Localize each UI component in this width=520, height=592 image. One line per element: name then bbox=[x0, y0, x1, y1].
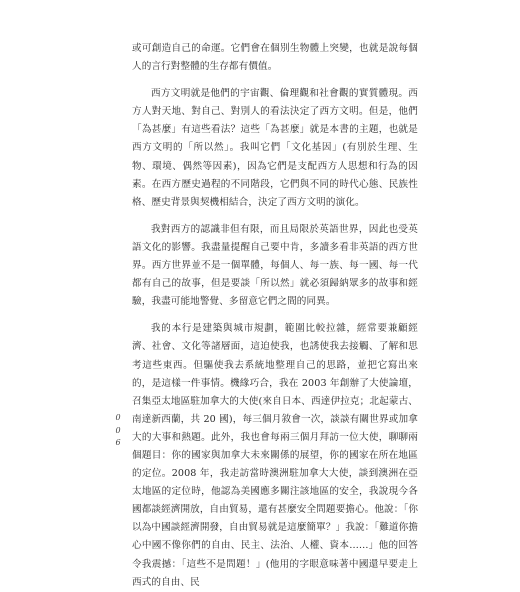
body-text bbox=[132, 40, 418, 592]
page-number-digit-2: 0 bbox=[115, 425, 121, 435]
paragraph-2: 西方文明就是他們的宇宙觀、倫理觀和社會觀的實質體現。西方人對天地、對自己、對別人的看法決定了西方文明。但是，他們「為甚麼」有這些看法？這些「為甚麼」就是本書的主題，也就是西方文明的「所以然」。我叫它們「文化基因」(有別於生理、生物、環境、偶然等因素)，因為它們是支配西方人思想和行為的因素。在西方歷史過程的不同階段，它們與不同的時代心態、民族性格、歷史背景與契機相結合，決定了西方文明的演化。 bbox=[132, 88, 418, 208]
paragraph-1: 或可創造自己的命運。它們會在個別生物體上突變，也就是說每個人的言行對整體的生存都有價值。 bbox=[132, 43, 418, 73]
page-number-digit-1: 0 bbox=[115, 413, 121, 422]
page-number bbox=[113, 412, 123, 450]
paragraph-3: 我對西方的認識非但有限，而且局限於英語世界，因此也受英語文化的影響。我盡量提醒自己要中肯，多讀多看非英語的西方世界。西方世界並不是一個單體，每個人、每一族、每一國、每一代都有自己的故事，但是要談「所以然」就必須歸納眾多的故事和經驗，我盡可能地警覺、多留意它們之間的同異。 bbox=[132, 223, 418, 308]
paragraph-4: 我的本行是建築與城市規劃，範圍比較拉雜，經常要兼顧經濟、社會、文化等諸層面，這迫使我，也誘使我去接觸、了解和思考這些東西。但驅使我去系統地整理自己的思路，並把它寫出來的，是這樣一件事情。機緣巧合，我在 2003 年創辦了大使論壇，召集亞太地區駐加拿大的大使(來自日本、西達伊拉克；北起蒙古、南達新西蘭，共 20 國)，每三個月敘會一次，談談有關世界或加拿大的大事和熱題。此外，我也會每兩三個月拜訪一位大使，聊聊兩個題目：你的國家與加拿大未來關係的展望，你的國家在所在地區的定位。2008 年，我走訪當時澳洲駐加拿大大使，談到澳洲在亞太地區的定位時，他認為美國應多關注該地區的安全，我說現今各國都談經濟開放，自由貿易，還有甚麼安全問題要擔心。他說：「你以為中國談經濟開發，自由貿易就是這麼簡單？」我說：「難道你擔心中國不像你們的自由、民主、法治、人權、資本……」他的回答令我震撼：「這些不是問題！」(他用的字眼意味著中國還早要走上西式的自由、民 bbox=[132, 323, 419, 588]
page-number-digit-3: 6 bbox=[115, 438, 121, 447]
